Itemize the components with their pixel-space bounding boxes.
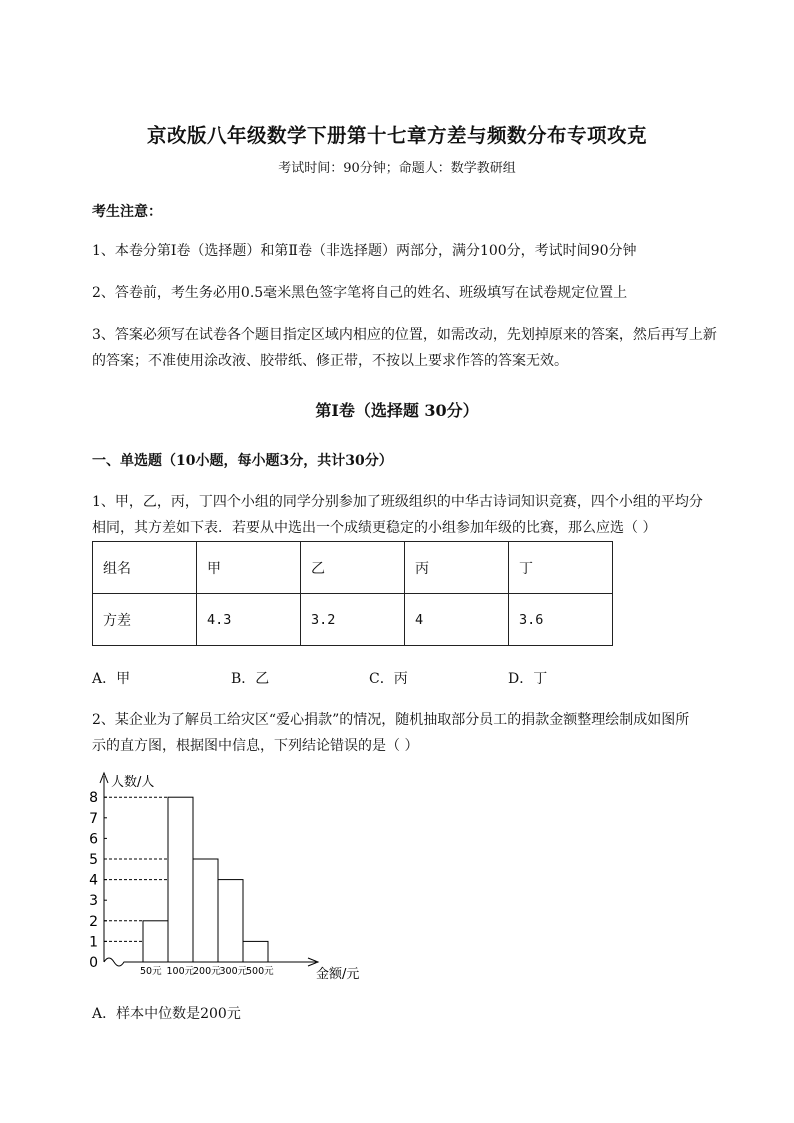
table-cell: 甲 xyxy=(197,542,301,594)
x-tick-label: 100元 xyxy=(166,966,195,977)
histogram-bar xyxy=(193,859,218,962)
table-cell: 4 xyxy=(405,594,509,646)
table-row xyxy=(93,542,613,594)
y-tick-label: 5 xyxy=(89,852,98,868)
q1-option-a: A．甲 xyxy=(92,671,131,687)
table-cell: 丙 xyxy=(405,542,509,594)
y-tick-label: 8 xyxy=(89,790,98,807)
x-tick-label: 300元 xyxy=(219,966,248,977)
histogram-bar xyxy=(143,921,168,962)
notice-item-2: 2、答卷前，考生务必用0.5毫米黑色签字笔将自己的姓名、班级填写在试卷规定位置上 xyxy=(92,285,628,301)
exam-subtitle: 考试时间：90分钟；命题人：数学教研组 xyxy=(278,161,516,176)
histogram-bar xyxy=(243,941,268,962)
part-heading: 一、单选题（10小题，每小题3分，共计30分） xyxy=(92,453,393,469)
table-cell: 方差 xyxy=(93,594,197,646)
q1-text-line1: 1、甲，乙，丙，丁四个小组的同学分别参加了班级组织的中华古诗词知识竞赛，四个小组的平均分 xyxy=(92,494,703,510)
q2-option-a: A．样本中位数是200元 xyxy=(92,1006,241,1022)
y-tick-label: 4 xyxy=(89,872,98,889)
x-axis-label: 金额/元 xyxy=(316,967,360,982)
table-cell: 3.2 xyxy=(301,594,405,646)
q1-option-c: C．丙 xyxy=(369,671,408,687)
y-tick-label: 6 xyxy=(89,831,98,848)
table-cell: 4.3 xyxy=(197,594,301,646)
q2-text-line1: 2、某企业为了解员工给灾区“爱心捐款”的情况，随机抽取部分员工的捐款金额整理绘制成如图所 xyxy=(92,712,690,728)
notice-item-3-cont: 的答案；不准使用涂改液、胶带纸、修正带，不按以上要求作答的答案无效。 xyxy=(92,353,568,369)
y-tick-label: 7 xyxy=(89,810,98,827)
y-tick-label: 3 xyxy=(89,893,98,910)
x-tick-label: 500元 xyxy=(246,966,274,977)
notice-item-3: 3、答案必须写在试卷各个题目指定区域内相应的位置，如需改动，先划掉原来的答案，然后再写上新 xyxy=(92,327,717,343)
table-cell: 乙 xyxy=(301,542,405,594)
q2-text-line2: 示的直方图，根据图中信息，下列结论错误的是（ ） xyxy=(92,738,419,754)
table-cell: 3.6 xyxy=(509,594,613,646)
y-axis-label: 人数/人 xyxy=(111,775,155,790)
notice-heading: 考生注意： xyxy=(92,204,162,220)
table-cell: 丁 xyxy=(509,542,613,594)
q1-option-b: B．乙 xyxy=(231,671,270,687)
histogram-bar xyxy=(168,797,193,962)
q1-text-line2: 相同，其方差如下表．若要从中选出一个成绩更稳定的小组参加年级的比赛，那么应选（ ） xyxy=(92,520,657,536)
table-cell: 组名 xyxy=(93,542,197,594)
x-axis-break xyxy=(104,958,138,966)
donation-histogram xyxy=(80,768,380,988)
x-tick-label: 50元 xyxy=(140,966,162,977)
y-tick-label: 0 xyxy=(89,955,98,971)
y-tick-label: 2 xyxy=(89,913,98,930)
x-tick-label: 200元 xyxy=(193,966,221,977)
histogram-bar xyxy=(218,880,243,962)
q1-option-d: D．丁 xyxy=(508,671,548,687)
variance-table xyxy=(92,541,613,646)
section-title: 第I卷（选择题 30分） xyxy=(315,401,479,420)
page-title: 京改版八年级数学下册第十七章方差与频数分布专项攻克 xyxy=(146,124,647,147)
table-row xyxy=(93,594,613,646)
notice-item-1: 1、本卷分第I卷（选择题）和第Ⅱ卷（非选择题）两部分，满分100分，考试时间90分钟 xyxy=(92,243,637,259)
y-tick-label: 1 xyxy=(89,934,98,951)
